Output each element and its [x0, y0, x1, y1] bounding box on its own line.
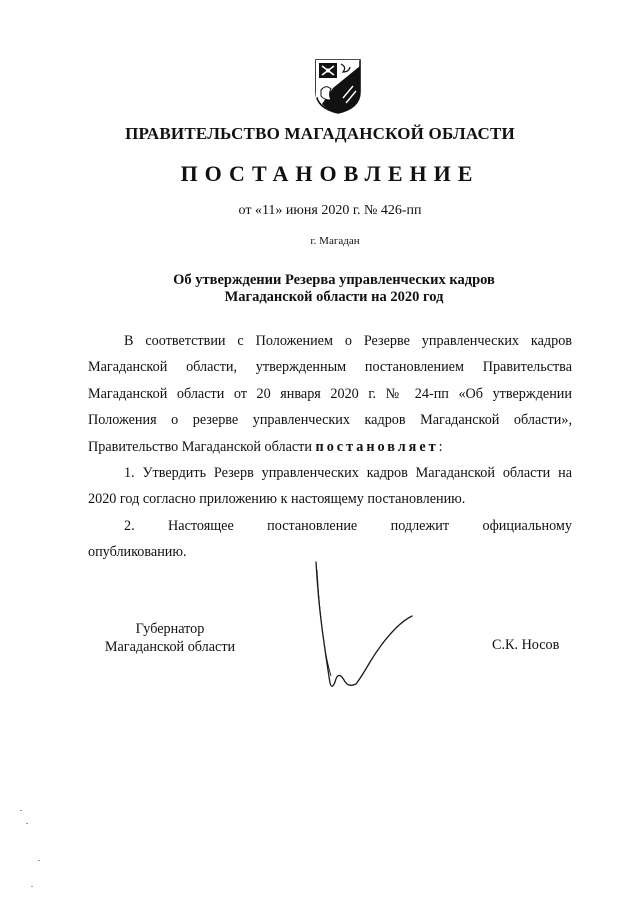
document-city: г. Магадан: [310, 235, 360, 247]
resolves-word: постановляет: [315, 438, 439, 455]
government-title: ПРАВИТЕЛЬСТВО МАГАДАНСКОЙ ОБЛАСТИ: [125, 124, 515, 143]
scan-speck: [26, 823, 28, 824]
signer-name: С.К. Носов: [492, 637, 560, 653]
subject-line-2: Магаданской области на 2020 год: [224, 289, 444, 305]
preamble-text: В соответствии с Положением о Резерве управленческих кадров Магаданской области, утвержденным постановлением Правительства Магаданской области от 20 января 2020 г. № 24-пп «Об утверждении Положения о резерве управленческих кадров Магаданской области», Правительство Магаданской области: [88, 333, 572, 455]
coat-of-arms-emblem: [313, 58, 363, 114]
document-date-number: от «11» июня 2020 г. № 426-пп: [238, 203, 422, 218]
document-body: [88, 328, 572, 566]
document-type-heading: ПОСТАНОВЛЕНИЕ: [180, 161, 480, 186]
preamble-colon: :: [438, 438, 443, 455]
subject-line-1: Об утверждении Резерва управленческих кадров: [173, 272, 495, 288]
resolution-item-2-line-2: опубликованию.: [88, 544, 187, 561]
resolution-item-1: 1. Утвердить Резерв управленческих кадров Магаданской области на 2020 год согласно приложению к настоящему постановлению.: [88, 465, 572, 508]
signer-position: [90, 620, 250, 656]
scan-speck: [31, 886, 33, 887]
preamble-paragraph: [88, 328, 572, 460]
signer-position-line-2: Магаданской области: [104, 639, 236, 655]
resolution-item-2-line-1: 2. Настоящее постановление подлежит официальному: [124, 517, 572, 534]
document-subject: [0, 272, 640, 306]
handwritten-signature: [300, 558, 430, 708]
signer-position-line-1: Губернатор: [135, 621, 205, 637]
scan-speck: [20, 810, 22, 811]
scan-speck: [38, 860, 40, 861]
